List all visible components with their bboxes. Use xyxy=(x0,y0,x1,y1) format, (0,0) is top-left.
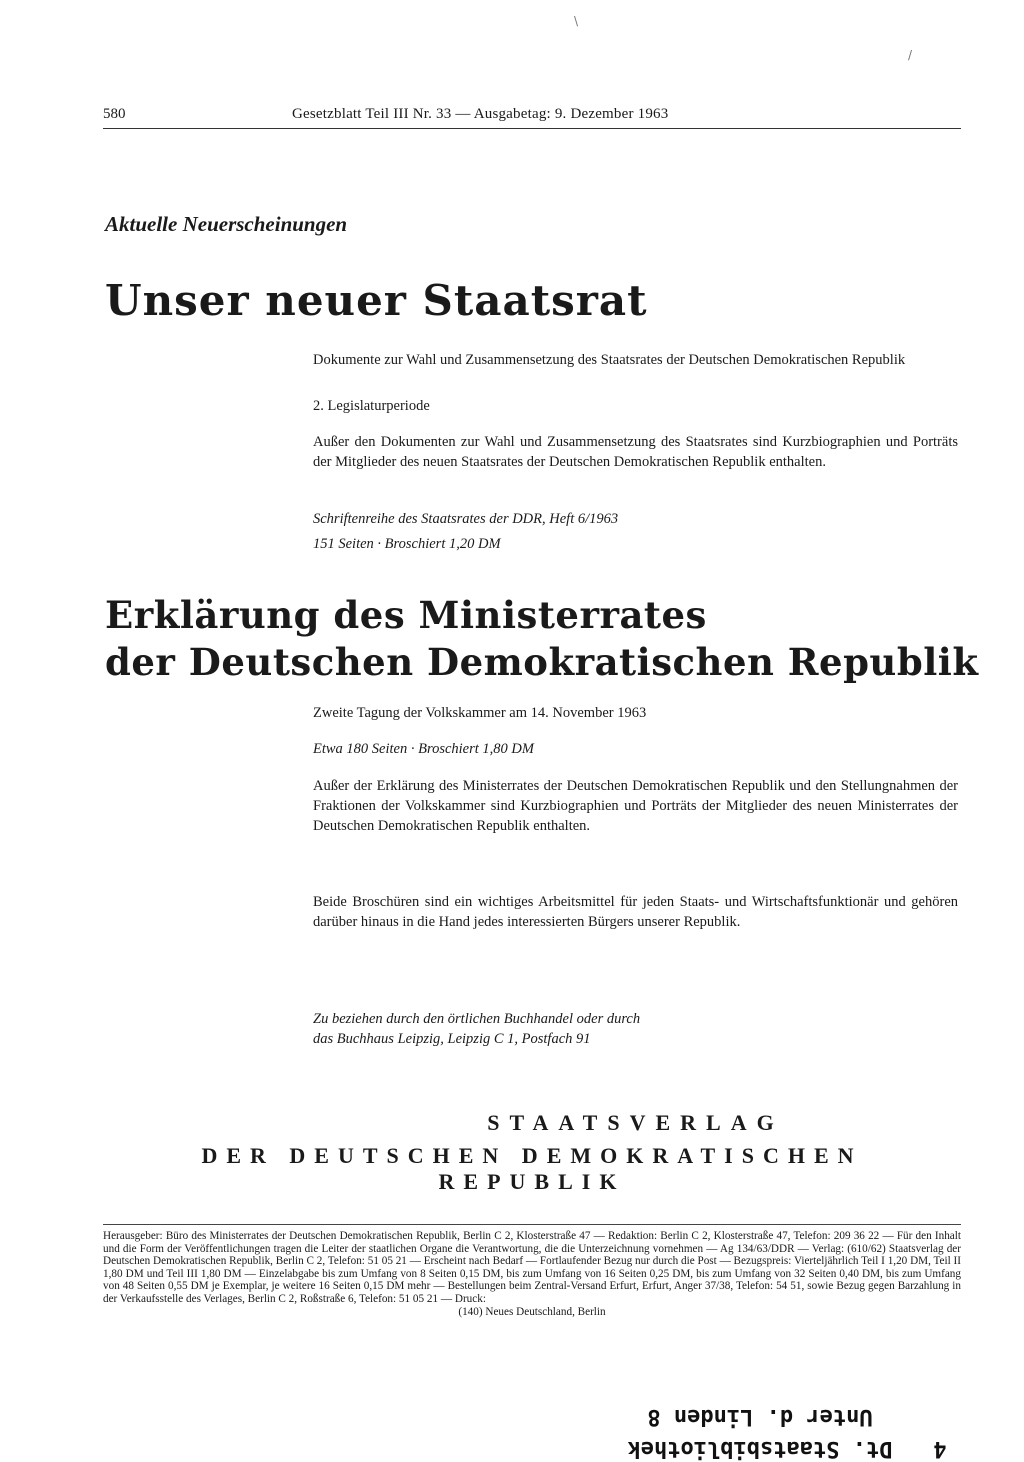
book1-subtitle: Dokumente zur Wahl und Zusammensetzung des Staatsrates der Deutschen Demokratischen Republik xyxy=(313,352,906,368)
imprint-divider xyxy=(103,1224,961,1225)
header-divider xyxy=(103,128,961,129)
imprint xyxy=(103,1230,961,1318)
ordering-line2: das Buchhaus Leipzig, Leipzig C 1, Postfach 91 xyxy=(313,1031,591,1047)
publisher-line1: STAATSVERLAG xyxy=(487,1110,784,1135)
book2-title-line1: Erklärung des Ministerrates xyxy=(105,593,707,637)
ordering-info xyxy=(313,1009,958,1049)
imprint-text: Herausgeber: Büro des Ministerrates der Deutschen Demokratischen Republik, Berlin C 2, Klosterstraße 47 — Redaktion: Berlin C 2, Klosterstraße 47, Telefon: 209 36 22 — Für den Inhalt und die Form der Veröffentlichungen tragen die Leiter der staatlichen Organe die Verantwortung, die die Unterzeichnung vornehmen — Ag 134/63/DDR — Verlag: (610/62) Staatsverlag der Deutschen Demokratischen Republik, Berlin C 2, Telefon: 51 05 21 — Erscheint nach Bedarf — Fortlaufender Bezug nur durch die Post — Bezugspreis: Vierteljährlich Teil I 1,20 DM, Teil II 1,80 DM und Teil III 1,80 DM — Einzelabgabe bis zum Umfang von 8 Seiten 0,15 DM, bis zum Umfang von 16 Seiten 0,25 DM, bis zum Umfang von 32 Seiten 0,40 DM, bis zum Umfang von 48 Seiten 0,55 DM je Exemplar, je weitere 16 Seiten 0,15 DM mehr — Bestellungen beim Zentral-Versand Erfurt, Erfurt, Anger 37/38, Telefon: 54 51, sowie Bezug gegen Barzahlung in der Verkaufsstelle des Verlages, Berlin C 2, Roßstraße 6, Telefon: 51 05 21 — Druck: xyxy=(103,1230,961,1305)
page-number: 580 xyxy=(103,106,126,122)
library-stamp-number: 4 xyxy=(933,1436,947,1461)
scan-mark: / xyxy=(908,48,913,62)
book1-description: Außer den Dokumenten zur Wahl und Zusammensetzung des Staatsrates sind Kurzbiographien und Porträts der Mitglieder des neuen Staatsrates der Deutschen Demokratischen Republik enthalten. xyxy=(313,434,958,470)
imprint-last-line: (140) Neues Deutschland, Berlin xyxy=(458,1305,606,1318)
book2-pages-price: Etwa 180 Seiten · Broschiert 1,80 DM xyxy=(313,741,534,757)
section-kicker: Aktuelle Neuerscheinungen xyxy=(105,212,348,236)
library-stamp-line1: Unter d. Linden 8 xyxy=(647,1404,873,1429)
book2-title-line2: der Deutschen Demokratischen Republik xyxy=(105,640,979,684)
scan-mark: \ xyxy=(574,14,579,28)
library-stamp-line2: Dt. Staatsbibliothek xyxy=(627,1436,893,1461)
book1-series: Schriftenreihe des Staatsrates der DDR, Heft 6/1963 xyxy=(313,511,619,527)
closing-paragraph: Beide Broschüren sind ein wichtiges Arbeitsmittel für jeden Staats- und Wirtschaftsfunktionär und gehören darüber hinaus in die Hand jedes interessierten Bürgers unserer Republik. xyxy=(313,894,958,930)
publisher-line2: DER DEUTSCHEN DEMOKRATISCHEN REPUBLIK xyxy=(201,1143,863,1194)
ordering-line1: Zu beziehen durch den örtlichen Buchhandel oder durch xyxy=(313,1011,641,1027)
book2-title xyxy=(105,592,978,686)
running-header: Gesetzblatt Teil III Nr. 33 — Ausgabetag: 9. Dezember 1963 xyxy=(292,106,669,122)
book1-title: Unser neuer Staatsrat xyxy=(105,276,648,325)
book1-period: 2. Legislaturperiode xyxy=(313,398,430,414)
book1-pages-price: 151 Seiten · Broschiert 1,20 DM xyxy=(313,536,501,552)
book2-description: Außer der Erklärung des Ministerrates der Deutschen Demokratischen Republik und den Stellungnahmen der Fraktionen der Volkskammer sind Kurzbiographien und Porträts der Mitglieder des neuen Ministerrates der Deutschen Demokratischen Republik enthalten. xyxy=(313,778,958,834)
book2-subtitle: Zweite Tagung der Volkskammer am 14. November 1963 xyxy=(313,705,647,721)
